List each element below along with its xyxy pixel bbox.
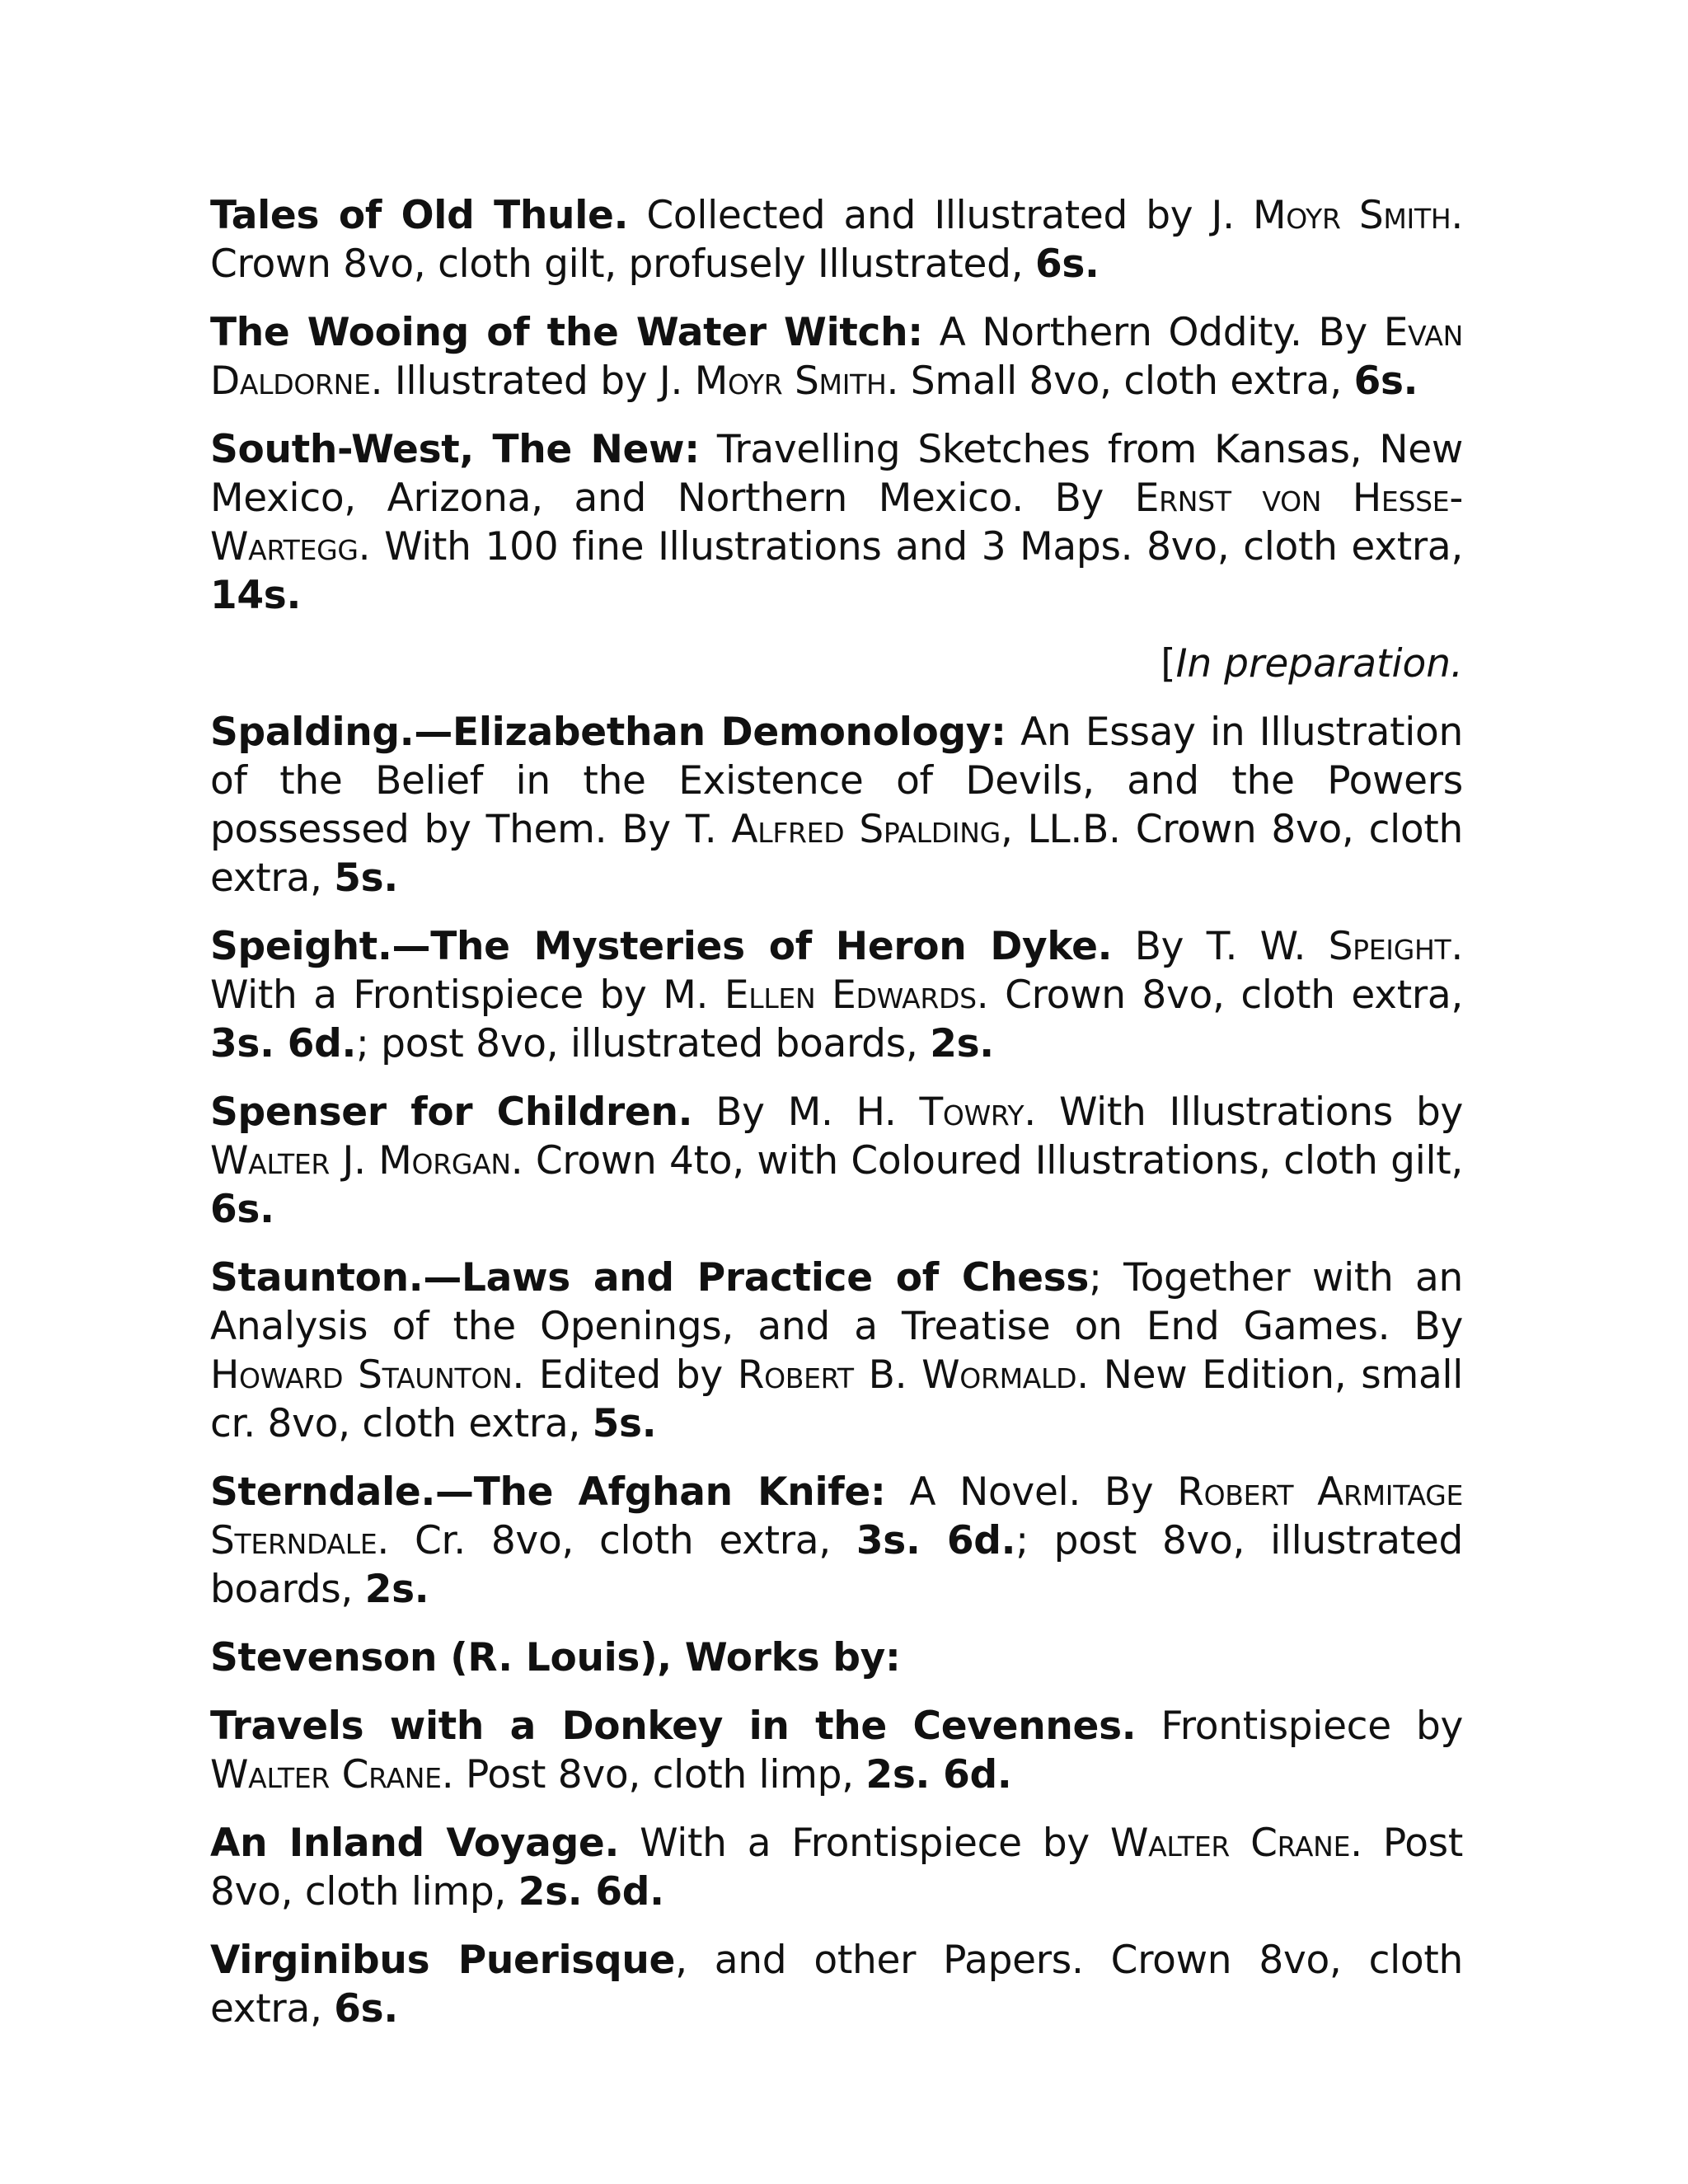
entry-text: With a Frontispiece by [619, 1821, 1110, 1866]
entry-author-name: Moyr Smith [1252, 193, 1451, 238]
entry-author-name: Walter Crane [1109, 1821, 1351, 1866]
catalogue-entry-staunton [210, 1254, 1463, 1448]
catalogue-entry-south-west-new [210, 425, 1463, 620]
entry-author-name: Towry [919, 1090, 1025, 1135]
entry-bold-text: Sterndale.—The Afghan Knife: [210, 1469, 886, 1515]
entry-author-name: Morgan [378, 1138, 511, 1183]
entry-text: . Crown 8vo, cloth extra, [976, 972, 1463, 1018]
entry-text: , and other Papers. Crown 8vo, cloth extra, [210, 1938, 1463, 2032]
entry-bold-text: 2s. 6d. [865, 1752, 1012, 1797]
entry-author-name: Moyr Smith [694, 359, 887, 404]
catalogue-entry-spenser-children [210, 1088, 1463, 1234]
entry-bold-text: 2s. 6d. [518, 1869, 664, 1915]
entry-bold-text: An Inland Voyage. [210, 1821, 620, 1866]
entry-bold-text: Speight.—The Mysteries of Heron Dyke. [210, 924, 1113, 969]
entry-text: . With a Frontispiece by M. [210, 924, 1463, 1018]
entry-author-name: Walter [210, 1138, 331, 1183]
entry-text: . Post 8vo, cloth limp, [210, 1821, 1463, 1915]
entry-author-name: Ernst von Hesse-Wartegg [210, 476, 1463, 569]
entry-text: Frontispiece by [1136, 1704, 1464, 1749]
entry-text: An Essay in Illustration of the Belief in the Existence of Devils, and the Powers possessed by Them. By T. [210, 710, 1463, 852]
catalogue-entry-travels-donkey [210, 1702, 1463, 1799]
entry-author-name: Robert Armitage Sterndale [210, 1469, 1464, 1563]
entry-text: ; post 8vo, illustrated boards, [356, 1021, 931, 1066]
catalogue-entry-virginibus-puerisque [210, 1936, 1463, 2033]
entry-text: . Edited by [512, 1352, 738, 1398]
entry-text: . Crown 8vo, cloth gilt, profusely Illustrated, [210, 193, 1463, 287]
entry-bold-text: 6s. [1034, 241, 1100, 287]
entry-author-name: Walter Crane [210, 1752, 442, 1797]
entry-author-name: Howard Staunton [210, 1352, 513, 1398]
entry-text: . Crown 4to, with Coloured Illustrations, cloth gilt, [510, 1138, 1463, 1183]
entry-text: . With 100 fine Illustrations and 3 Maps. 8vo, cloth extra, [358, 524, 1463, 569]
entry-bold-text: 5s. [592, 1401, 657, 1446]
entry-text: . Post 8vo, cloth limp, [441, 1752, 866, 1797]
entry-bold-text: Travels with a Donkey in the Cevennes. [210, 1704, 1137, 1749]
catalogue-page [210, 191, 1463, 2053]
entry-bold-text: 6s. [334, 1986, 398, 2032]
catalogue-entry-spalding [210, 708, 1463, 902]
entry-bold-text: 2s. [930, 1021, 994, 1066]
catalogue-entry-speight [210, 922, 1463, 1068]
entry-text: By M. H. [692, 1090, 920, 1135]
entry-bold-text: The Wooing of the Water Witch: [210, 310, 923, 355]
entry-bold-text: 3s. 6d. [856, 1518, 1016, 1563]
entry-bold-text: Spalding.—Elizabethan Demonology: [210, 710, 1006, 755]
entry-text: . Small 8vo, cloth extra, [886, 359, 1354, 404]
entry-text: . With Illustrations by [1024, 1090, 1464, 1135]
entry-text: J. [330, 1138, 379, 1183]
entry-bold-text: Virginibus Puerisque [210, 1938, 676, 1983]
catalogue-entry-stevenson-heading [210, 1633, 1463, 1682]
entry-text: B. [853, 1352, 922, 1398]
entry-text: . New Edition, small cr. 8vo, cloth extra, [210, 1352, 1463, 1446]
catalogue-entry-inland-voyage [210, 1819, 1463, 1916]
entry-text: A Novel. By [885, 1469, 1178, 1515]
entry-text: Travelling Sketches from Kansas, New Mexico, Arizona, and Northern Mexico. By [210, 427, 1464, 521]
entry-author-name: Ellen Edwards [724, 972, 977, 1018]
entry-author-name: Wormald [921, 1352, 1077, 1398]
entry-text: ; post 8vo, illustrated boards, [210, 1518, 1463, 1612]
entry-text: . Cr. 8vo, cloth extra, [377, 1518, 856, 1563]
catalogue-entry-wooing-water-witch [210, 308, 1463, 405]
entry-text: By T. W. [1112, 924, 1329, 969]
entry-bold-text: 2s. [364, 1567, 429, 1612]
entry-bold-text: 14s. [210, 573, 302, 618]
note-bracket: [ [1160, 641, 1176, 687]
entry-author-name: Alfred Spalding [731, 807, 1001, 852]
catalogue-entry-tales-old-thule [210, 191, 1463, 288]
entry-text: A Northern Oddity. By [922, 310, 1384, 355]
entry-author-name: Robert [737, 1352, 854, 1398]
entry-bold-text: Spenser for Children. [210, 1090, 693, 1135]
entry-text: . Illustrated by J. [370, 359, 695, 404]
catalogue-entry-sterndale [210, 1468, 1463, 1614]
entry-author-name: Speight [1328, 924, 1451, 969]
entry-bold-text: 6s. [1353, 359, 1418, 404]
entry-text: Collected and Illustrated by J. [628, 193, 1253, 238]
entry-bold-text: Stevenson (R. Louis), Works by: [210, 1635, 901, 1680]
entry-author-name: Evan Daldorne [210, 310, 1463, 404]
entry-bold-text: 5s. [334, 855, 398, 901]
entry-text: ; Together with an Analysis of the Openings, and a Treatise on End Games. By [210, 1255, 1463, 1349]
entry-text: , LL.B. Crown 8vo, cloth extra, [210, 807, 1463, 901]
in-preparation-note [210, 640, 1463, 688]
entry-bold-text: Tales of Old Thule. [210, 193, 629, 238]
entry-bold-text: 6s. [210, 1187, 274, 1232]
entry-bold-text: South-West, The New: [210, 427, 700, 472]
entry-bold-text: 3s. 6d. [210, 1021, 356, 1066]
entry-bold-text: Staunton.—Laws and Practice of Chess [210, 1255, 1090, 1301]
note-text: In preparation. [1175, 641, 1463, 687]
